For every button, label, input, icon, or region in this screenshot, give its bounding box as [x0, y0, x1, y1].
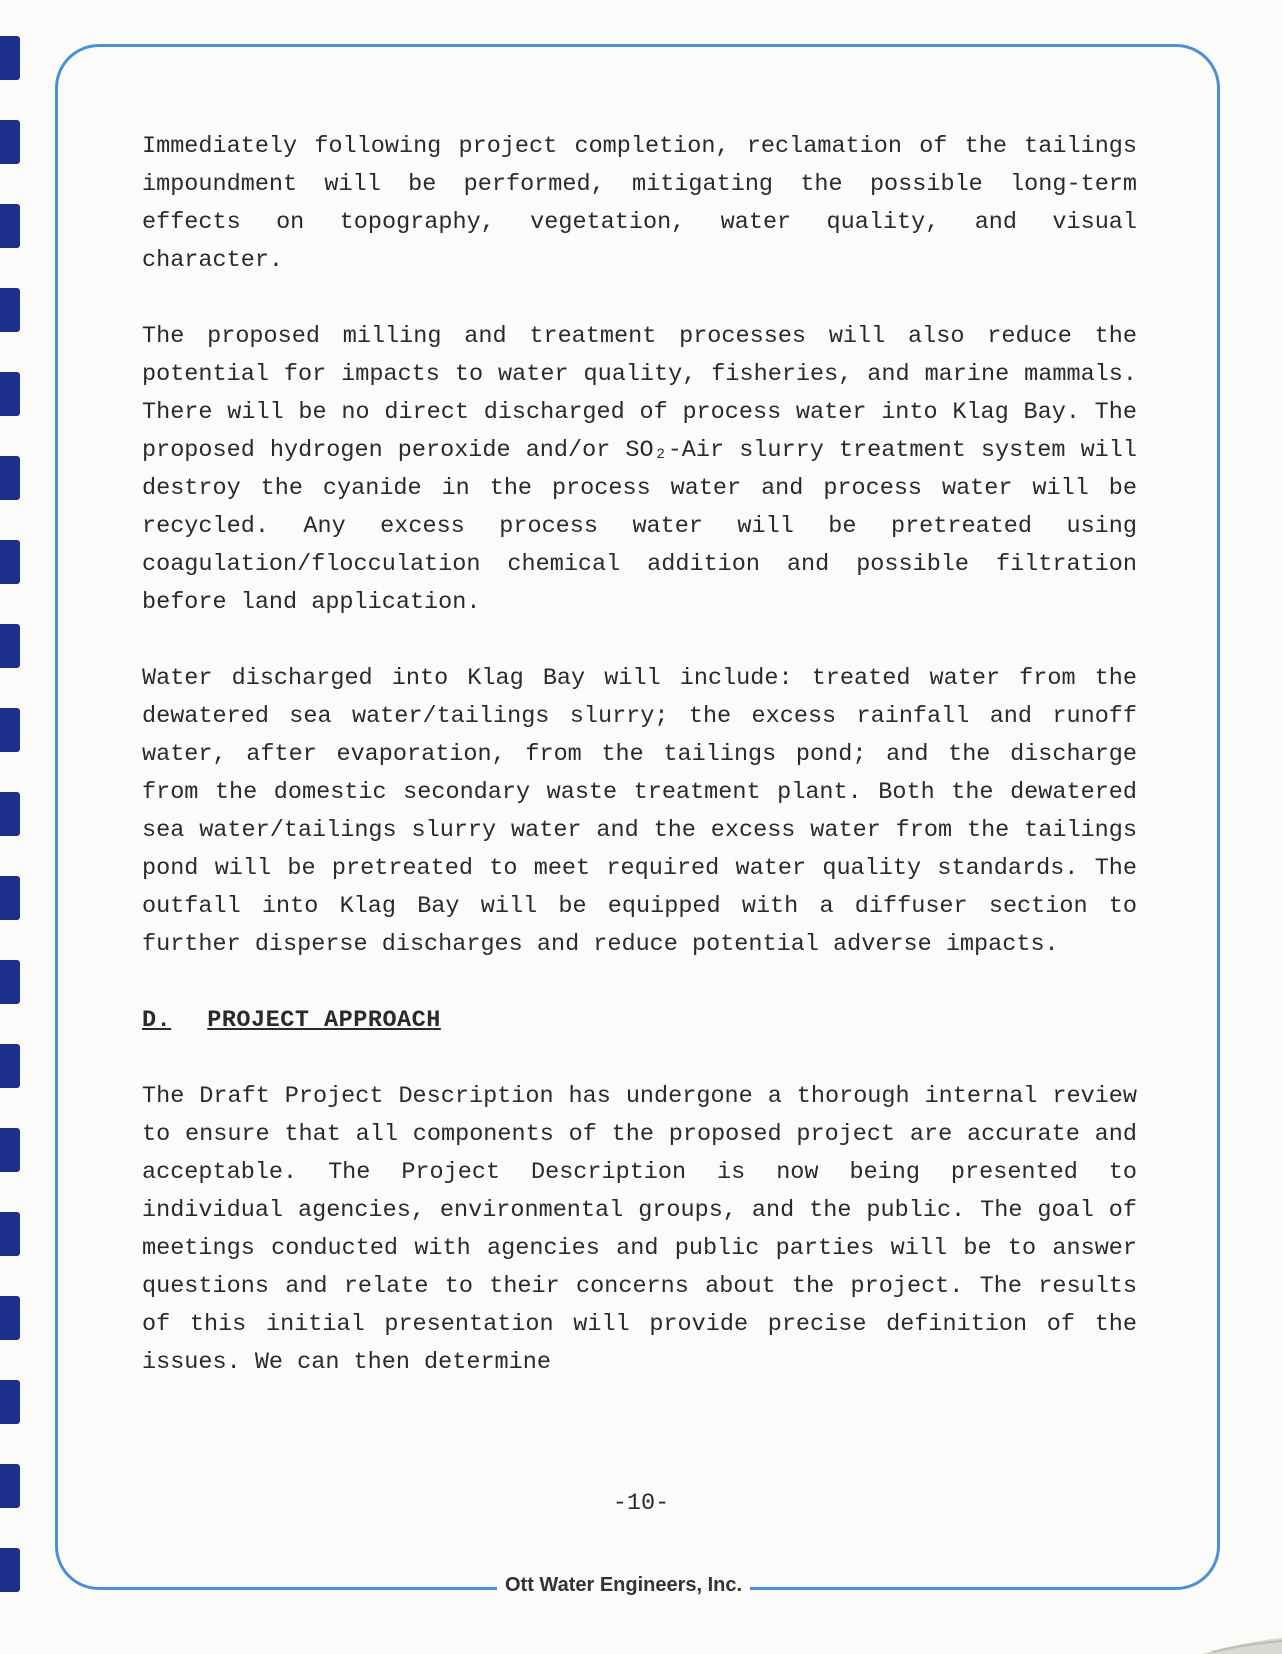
section-letter: D.: [142, 1007, 172, 1034]
binding-hole: [0, 876, 20, 920]
section-heading: [142, 1002, 1137, 1040]
binding-hole: [0, 1128, 20, 1172]
binding-hole: [0, 708, 20, 752]
paragraph-treatment-processes: The proposed milling and treatment processes will also reduce the potential for impacts to water quality, fisheries, and marine mammals. There will be no direct discharged of process water into Klag Bay. The proposed hydrogen peroxide and/or SO₂-Air slurry treatment system will destroy the cyanide in the process water and process water will be recycled. Any excess process water will be pretreated using coagulation/flocculation chemical addition and possible filtration before land application.: [142, 323, 1137, 616]
paragraph-reclamation: Immediately following project completion, reclamation of the tailings impoundment will be performed, mitigating the possible long-term effects on topography, vegetation, water quality, and visual character.: [142, 133, 1137, 274]
binding-holes: [0, 0, 28, 1654]
section-title: PROJECT APPROACH: [207, 1007, 441, 1034]
binding-hole: [0, 1380, 20, 1424]
page-curl-shadow: [1202, 1594, 1282, 1654]
paragraph-project-approach: The Draft Project Description has undergone a thorough internal review to ensure that all components of the proposed project are accurate and acceptable. The Project Description is now being presented to individual agencies, environmental groups, and the public. The goal of meetings conducted with agencies and public parties will be to answer questions and relate to their concerns about the project. The results of this initial presentation will provide precise definition of the issues. We can then determine: [142, 1083, 1137, 1376]
binding-hole: [0, 456, 20, 500]
binding-hole: [0, 36, 20, 80]
binding-hole: [0, 540, 20, 584]
binding-hole: [0, 1296, 20, 1340]
binding-hole: [0, 792, 20, 836]
binding-hole: [0, 1548, 20, 1592]
binding-hole: [0, 120, 20, 164]
binding-hole: [0, 1212, 20, 1256]
paragraph-water-discharge: Water discharged into Klag Bay will include: treated water from the dewatered sea water/tailings slurry; the excess rainfall and runoff water, after evaporation, from the tailings pond; and the discharge from the domestic secondary waste treatment plant. Both the dewatered sea water/tailings slurry water and the excess water from the tailings pond will be pretreated to meet required water quality standards. The outfall into Klag Bay will be equipped with a diffuser section to further disperse discharges and reduce potential adverse impacts.: [142, 665, 1137, 958]
document-body: [142, 128, 1137, 1420]
binding-hole: [0, 372, 20, 416]
page-number: -10-: [612, 1490, 670, 1517]
binding-hole: [0, 1044, 20, 1088]
binding-hole: [0, 624, 20, 668]
footer-company-name: Ott Water Engineers, Inc.: [497, 1574, 750, 1597]
binding-hole: [0, 204, 20, 248]
binding-hole: [0, 960, 20, 1004]
binding-hole: [0, 288, 20, 332]
